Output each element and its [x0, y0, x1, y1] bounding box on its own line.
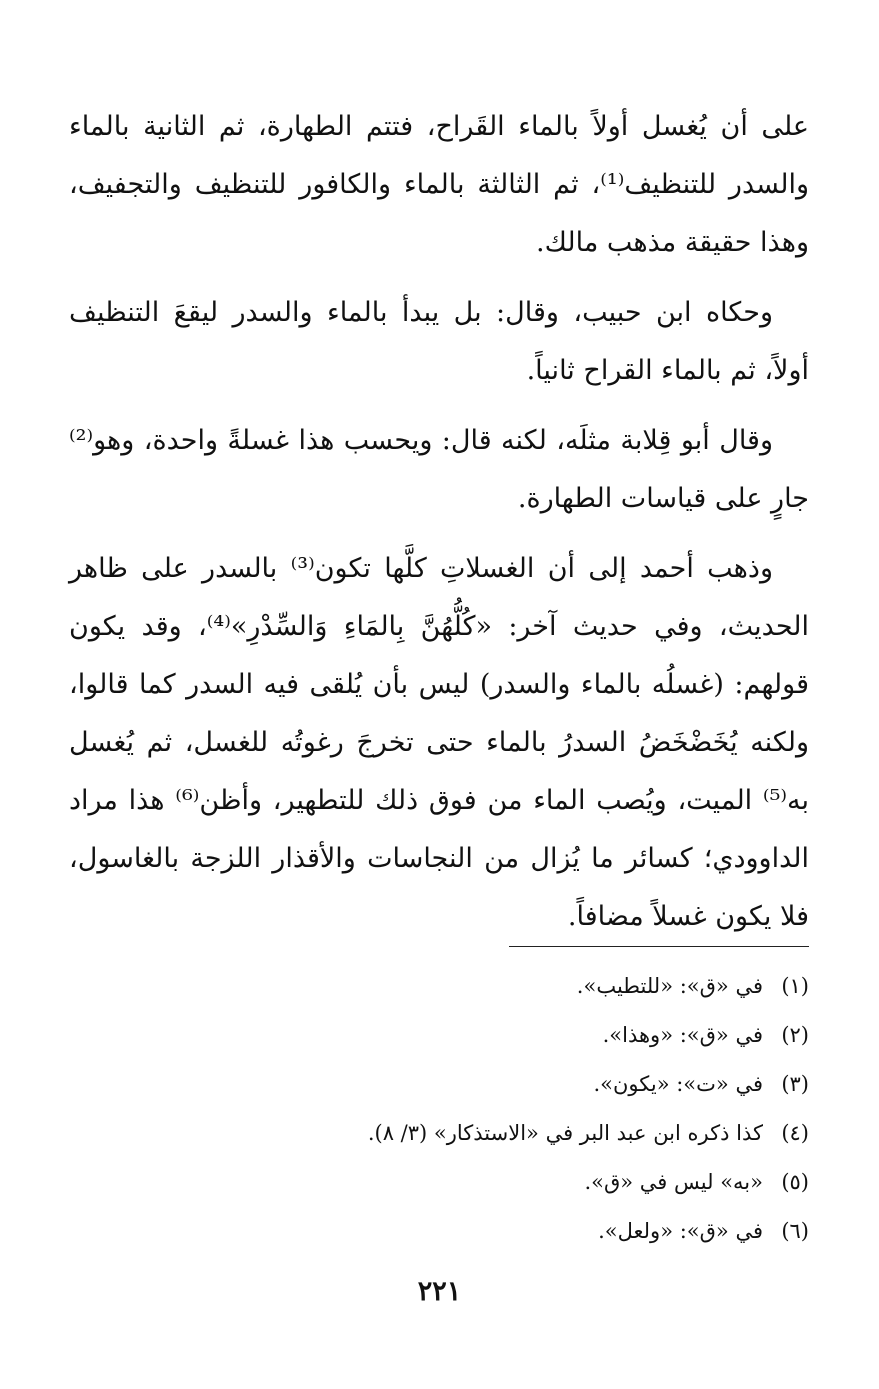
footnotes-list [69, 962, 809, 1256]
footnote-number: (٥) [781, 1170, 809, 1194]
footnote-text: «به» ليس في «ق». [584, 1170, 763, 1194]
footnote-number: (٤) [781, 1121, 809, 1145]
footnote-divider [509, 946, 809, 947]
footnote-6 [69, 1207, 809, 1256]
paragraph-1: على أن يُغسل أولاً بالماء القَراح، فتتم الطهارة، ثم الثانية بالماء والسدر للتنظيف⁽¹⁾، ثم الثالثة بالماء والكافور للتنظيف والتجفيف، وهذا حقيقة مذهب مالك. [69, 111, 810, 258]
page-number: ٢٢١ [417, 1276, 462, 1307]
footnote-1 [69, 962, 809, 1011]
footnote-number: (٣) [781, 1072, 809, 1096]
footnote-text: في «ت»: «يكون». [593, 1072, 763, 1096]
paragraph-4: وذهب أحمد إلى أن الغسلاتِ كلَّها تكون⁽³⁾ بالسدر على ظاهر الحديث، وفي حديث آخر: «كُلُّهُنَّ بِالمَاءِ وَالسِّدْرِ»⁽⁴⁾، وقد يكون قولهم: (غسلُه بالماء والسدر) ليس بأن يُلقى فيه السدر كما قالوا، ولكنه يُخَضْخَضُ السدرُ بالماء حتى تخرجَ رغوتُه للغسل، ثم يُغسل به⁽⁵⁾ الميت، ويُصب الماء من فوق ذلك للتطهير، وأظن⁽⁶⁾ هذا مراد الداوودي؛ كسائر ما يُزال من النجاسات والأقذار اللزجة بالغاسول، فلا يكون غسلاً مضافاً. [69, 553, 810, 932]
footnote-text: في «ق»: «للتطيب». [576, 974, 763, 998]
footnote-number: (٦) [781, 1219, 809, 1243]
main-text [69, 98, 809, 958]
paragraph-3: وقال أبو قِلابة مثلَه، لكنه قال: ويحسب هذا غسلةً واحدة، وهو⁽²⁾ جارٍ على قياسات الطهارة. [69, 425, 809, 514]
footnote-text: كذا ذكره ابن عبد البر في «الاستذكار» (٣/ ٨). [367, 1121, 763, 1145]
footnote-4 [69, 1109, 809, 1158]
paragraph-2: وحكاه ابن حبيب، وقال: بل يبدأ بالماء والسدر ليقعَ التنظيف أولاً، ثم بالماء القراح ثانياً. [69, 297, 809, 386]
footnote-text: في «ق»: «وهذا». [602, 1023, 763, 1047]
footnote-text: في «ق»: «ولعل». [598, 1219, 763, 1243]
footnote-3 [69, 1060, 809, 1109]
footnote-number: (٢) [781, 1023, 809, 1047]
footnote-2 [69, 1011, 809, 1060]
footnote-number: (١) [781, 974, 809, 998]
footnote-5 [69, 1158, 809, 1207]
